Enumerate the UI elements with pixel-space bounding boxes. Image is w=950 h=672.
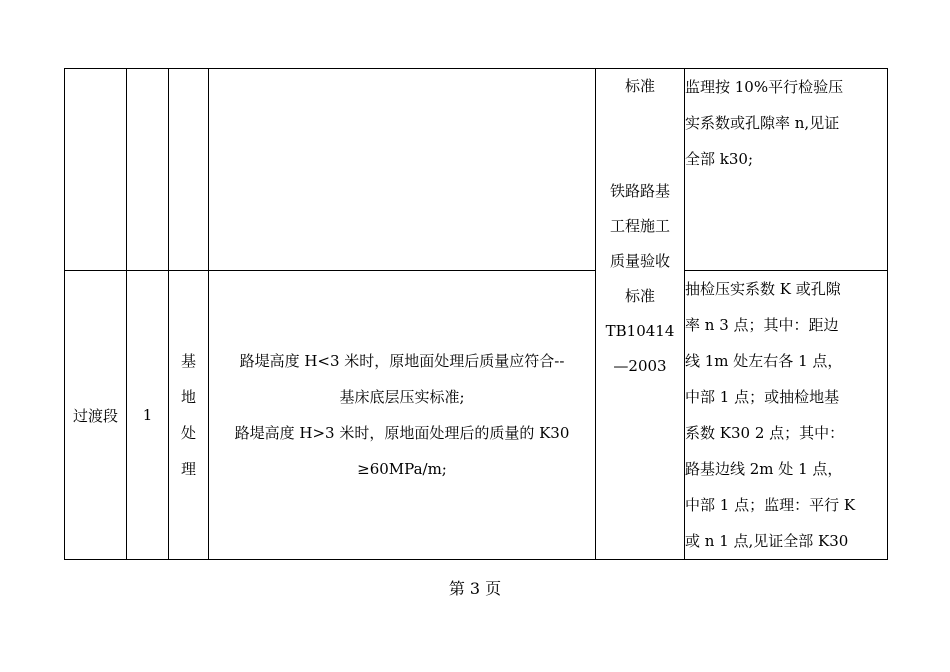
inspection-line: 系数 K30 2 点；其中： bbox=[685, 424, 845, 442]
inspection-line: 或 n 1 点,见证全部 K30 bbox=[685, 532, 849, 550]
quality-table bbox=[64, 68, 888, 560]
number-cell: 1 bbox=[127, 271, 169, 560]
requirement-cell-empty bbox=[209, 69, 596, 271]
inspection-line: 全部 k30; bbox=[685, 150, 753, 168]
item-char: 地 bbox=[180, 388, 196, 406]
item-cell-empty bbox=[169, 69, 209, 271]
requirement-line: 路堤高度 H<3 米时，原地面处理后质量应符合-- bbox=[239, 352, 565, 370]
inspection-line: 中部 1 点；或抽检地基 bbox=[685, 388, 840, 406]
table-row bbox=[65, 69, 888, 271]
inspection-line: 线 1m 处左右各 1 点， bbox=[685, 352, 843, 370]
inspection-line: 率 n 3 点；其中：距边 bbox=[685, 316, 839, 334]
standard-gap bbox=[596, 104, 684, 174]
standard-line: 标准 bbox=[624, 77, 655, 95]
inspection-line: 抽检压实系数 K 或孔隙 bbox=[685, 280, 841, 298]
item-char: 基 bbox=[180, 352, 196, 370]
inspection-line: 路基边线 2m 处 1 点， bbox=[685, 460, 843, 478]
number-cell-empty bbox=[127, 69, 169, 271]
inspection-line: 中部 1 点；监理：平行 K bbox=[685, 496, 856, 514]
inspection-line: 监理按 10%平行检验压 bbox=[685, 78, 844, 96]
standard-line: TB10414 bbox=[605, 322, 675, 340]
requirement-line: ≥60MPa/m; bbox=[357, 460, 447, 478]
inspection-cell bbox=[685, 69, 888, 271]
standard-cell bbox=[596, 69, 685, 560]
item-char: 处 bbox=[180, 424, 196, 442]
inspection-line: 实系数或孔隙率 n,见证 bbox=[685, 114, 840, 132]
standard-line: —2003 bbox=[613, 357, 667, 375]
requirement-cell bbox=[209, 271, 596, 560]
inspection-cell bbox=[685, 271, 888, 560]
section-cell-empty bbox=[65, 69, 127, 271]
standard-line: 标准 bbox=[624, 287, 655, 305]
page-number: 第 3 页 bbox=[448, 579, 502, 598]
requirement-line: 路堤高度 H>3 米时，原地面处理后的质量的 K30 bbox=[234, 424, 570, 442]
standard-line: 工程施工 bbox=[609, 217, 670, 235]
table-row bbox=[65, 271, 888, 560]
item-char: 理 bbox=[180, 460, 196, 478]
standard-line: 质量验收 bbox=[609, 252, 670, 270]
item-cell bbox=[169, 271, 209, 560]
standard-line: 铁路路基 bbox=[609, 182, 670, 200]
section-cell: 过渡段 bbox=[65, 271, 127, 560]
requirement-line: 基床底层压实标准; bbox=[339, 388, 465, 406]
